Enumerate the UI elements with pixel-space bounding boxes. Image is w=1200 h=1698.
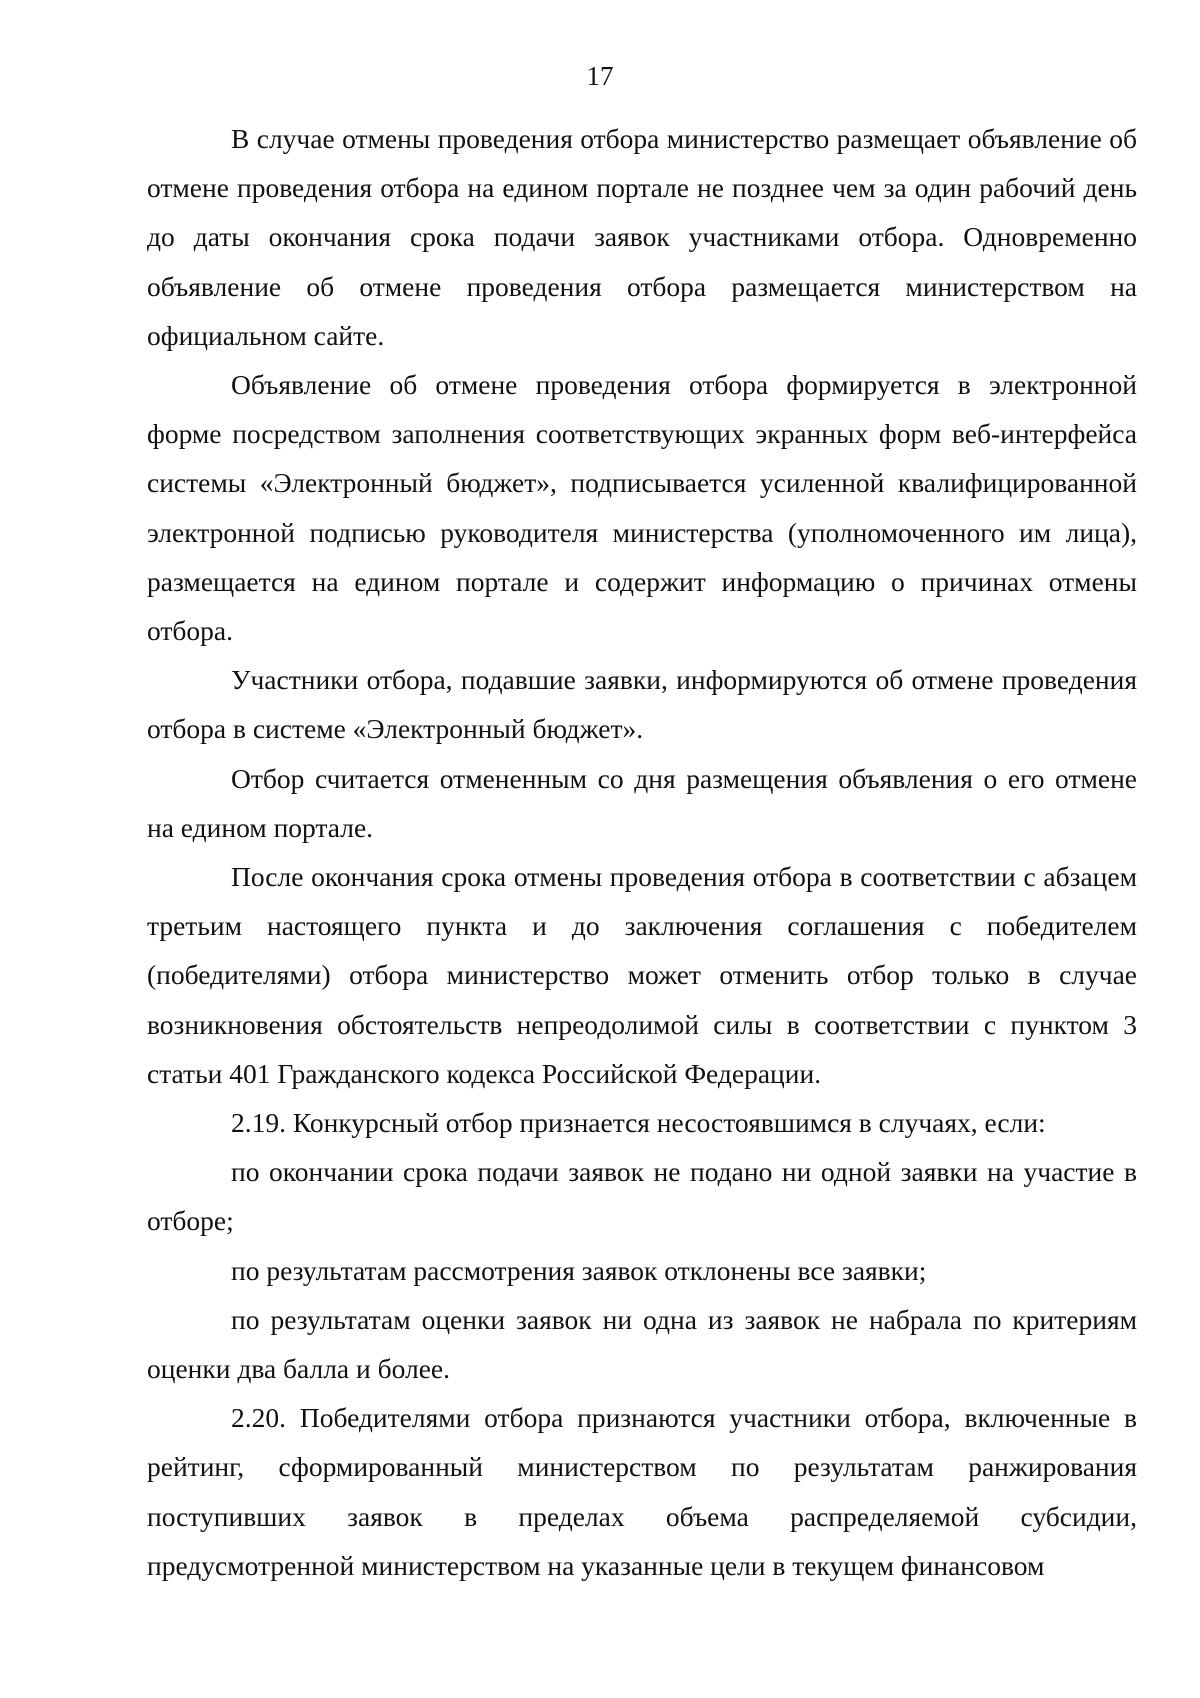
paragraph-cancellation-announcement: В случае отмены проведения отбора министерство размещает объявление об отмене проведения отбора на едином портале не позднее чем за один рабочий день до даты окончания срока подачи заявок участниками отбора. Одновременно объявление об отмене проведения отбора размещается министерством на официальном сайте. bbox=[147, 123, 1137, 351]
paragraph-announcement-form: Объявление об отмене проведения отбора формируется в электронной форме посредством заполнения соответствующих экранных форм веб-интерфейса системы «Электронный бюджет», подписывается усиленной квалифицированной электронной подписью руководителя министерства (уполномоченного им лица), размещается на едином портале и содержит информацию о причинах отмены отбора. bbox=[147, 369, 1137, 647]
document-body bbox=[147, 114, 1137, 1590]
paragraph-section-2-19: 2.19. Конкурсный отбор признается несостоявшимся в случаях, если: bbox=[231, 1107, 1046, 1139]
paragraph-insufficient-score: по результатам оценки заявок ни одна из заявок не набрала по критериям оценки два балла и более. bbox=[147, 1303, 1137, 1385]
paragraph-section-2-20: 2.20. Победителями отбора признаются участники отбора, включенные в рейтинг, сформированный министерством по результатам ранжирования поступивших заявок в пределах объема распределяемой субсидии, предусмотренной министерством на указанные цели в текущем финансовом bbox=[147, 1402, 1137, 1581]
page-number: 17 bbox=[586, 61, 614, 91]
paragraph-all-rejected: по результатам рассмотрения заявок отклонены все заявки; bbox=[231, 1254, 927, 1286]
paragraph-no-applications: по окончании срока подачи заявок не подано ни одной заявки на участие в отборе; bbox=[147, 1156, 1137, 1237]
paragraph-cancellation-effective: Отбор считается отмененным со дня размещения объявления о его отмене на едином портале. bbox=[147, 762, 1137, 843]
paragraph-force-majeure: После окончания срока отмены проведения отбора в соответствии с абзацем третьим настоящего пункта и до заключения соглашения с победителем (победителями) отбора министерство может отменить отбор только в случае возникновения обстоятельств непреодолимой силы в соответствии с пунктом 3 статьи 401 Гражданского кодекса Российской Федерации. bbox=[147, 861, 1137, 1089]
paragraph-participants-informed: Участники отбора, подавшие заявки, информируются об отмене проведения отбора в системе «Электронный бюджет». bbox=[147, 664, 1137, 745]
